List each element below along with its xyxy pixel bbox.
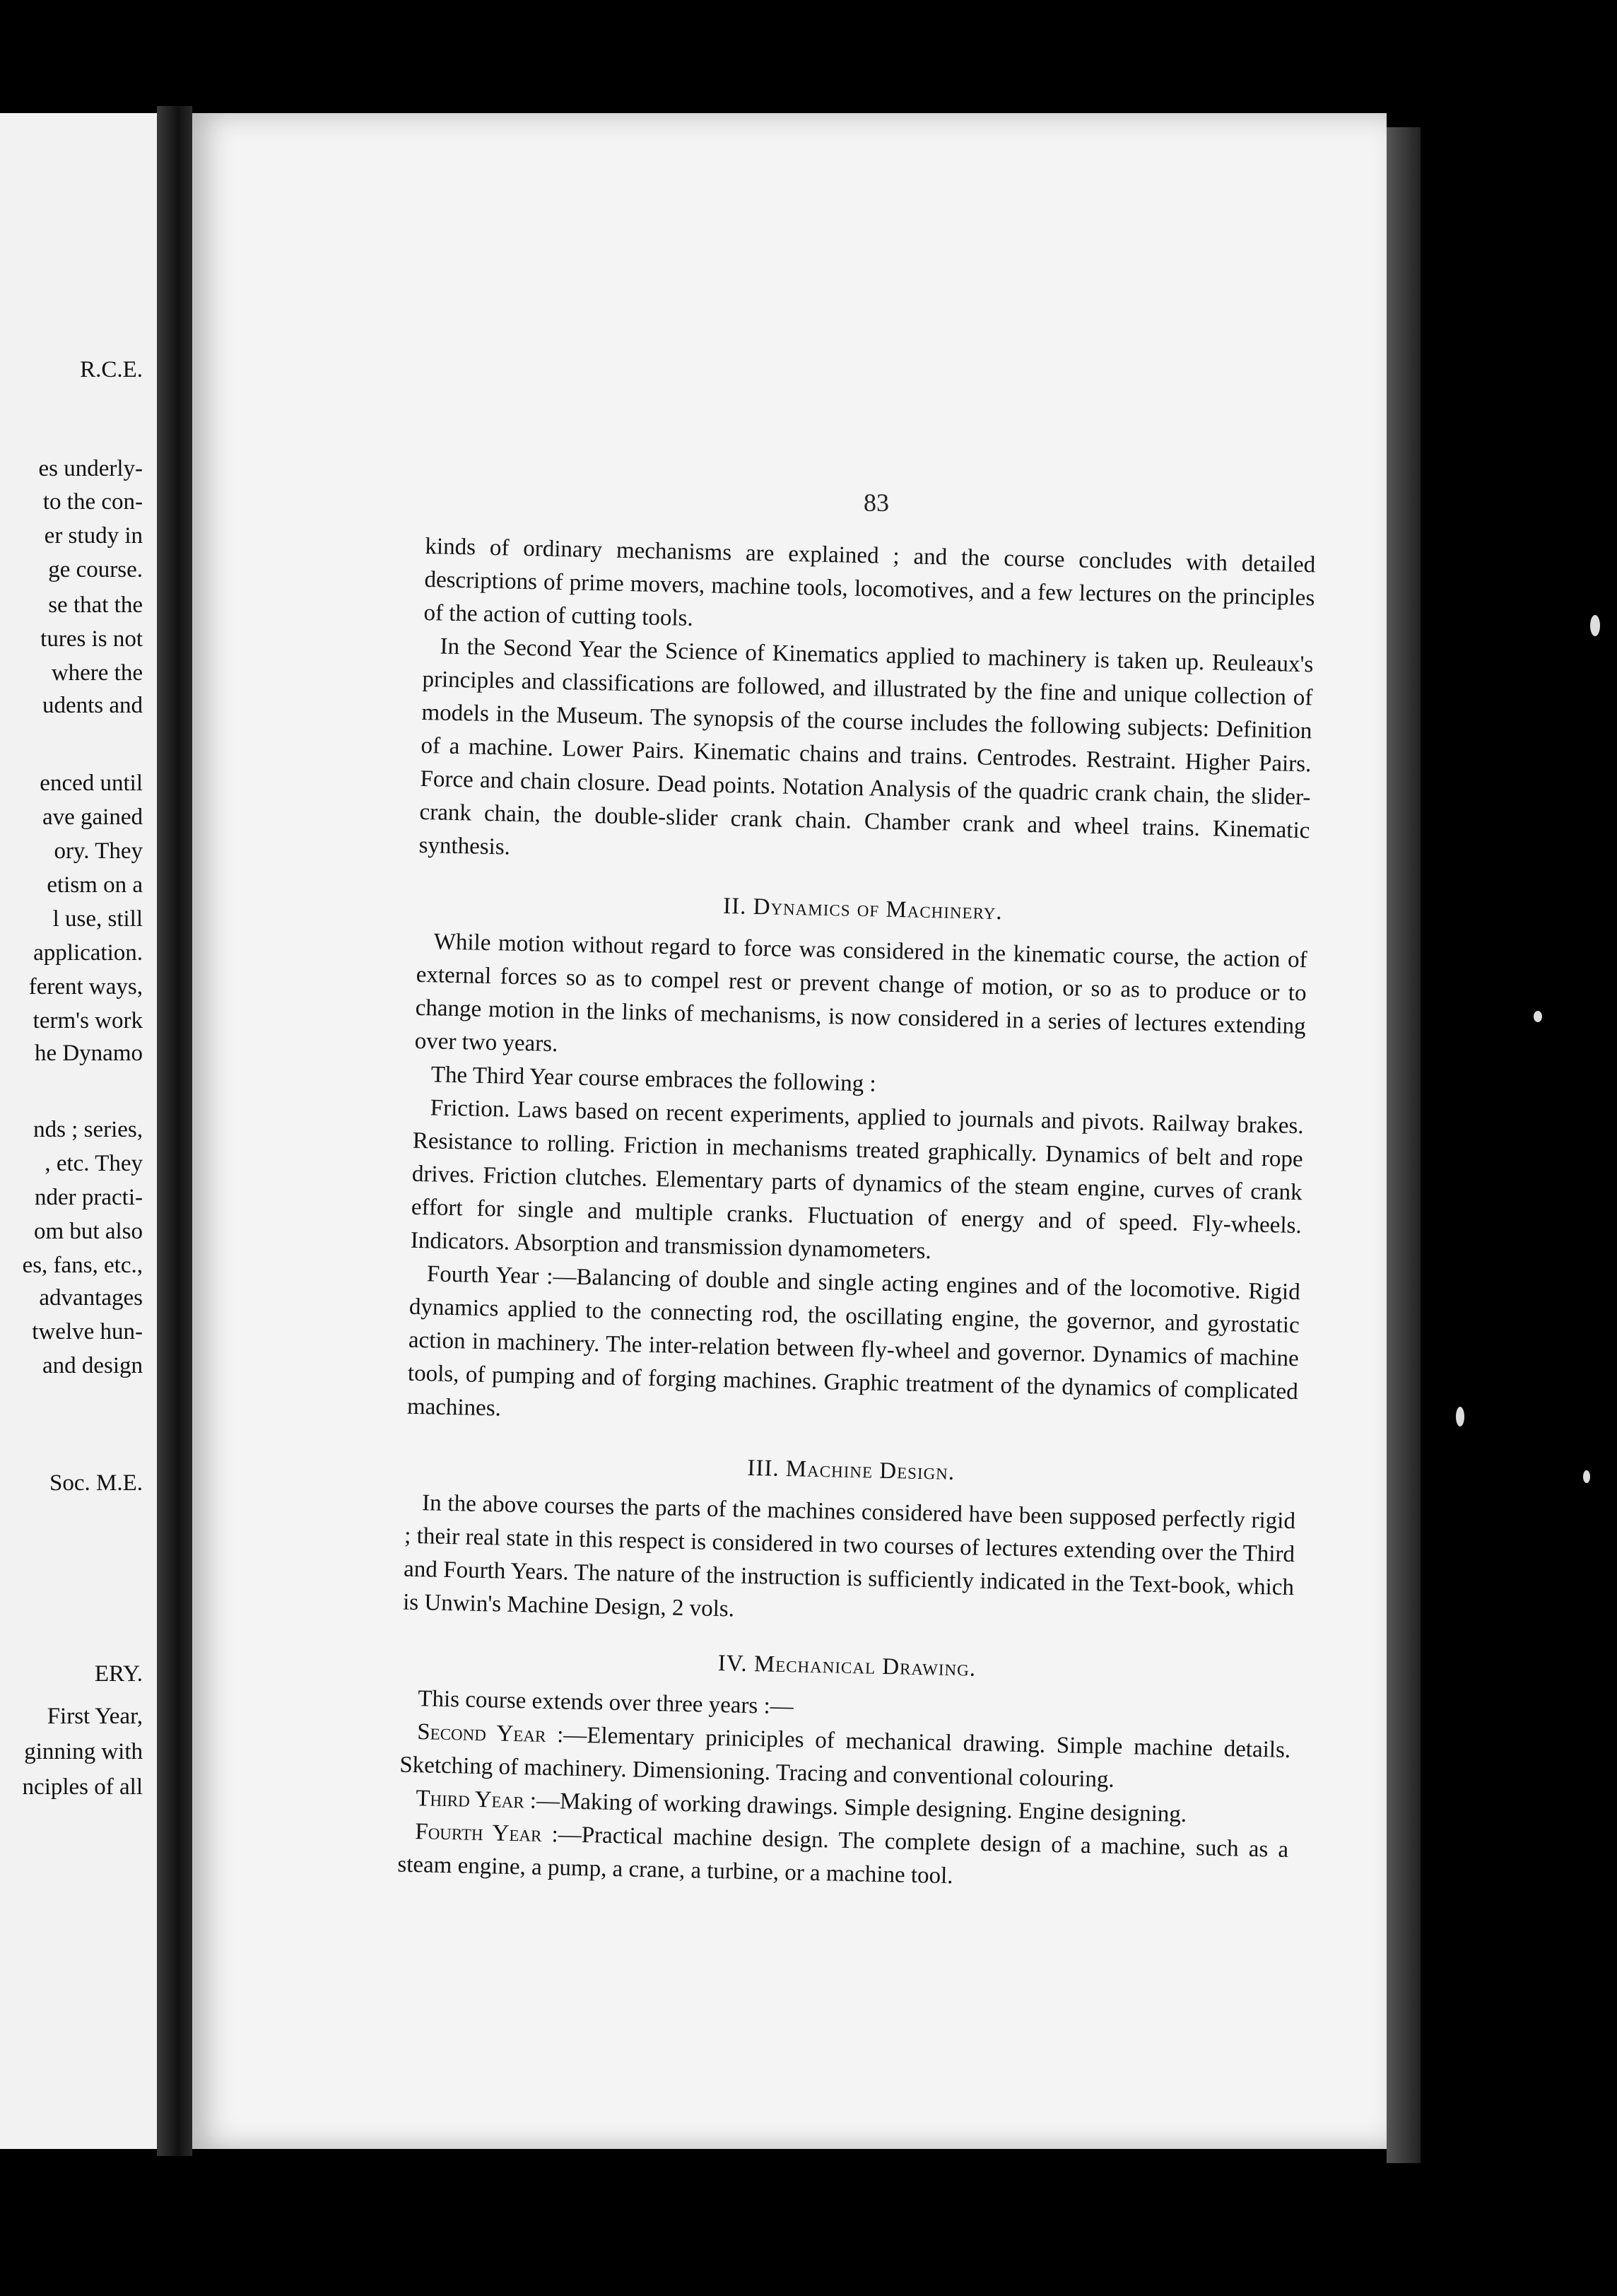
- text-block: [397, 530, 1316, 1900]
- paragraph-6: Fourth Year :—Balancing of double and single acting engines and of the locomotive. Rigid dynamics applied to the connecting rod, the oscillating engine, the governor, and gyrostatic action in machinery. The inter-relation between fly-wheel and governor. Dynamics of machine tools, of pumping and of forging machines. Graphic treatment of the dynamics of complicated machines.: [406, 1261, 1301, 1422]
- left-page-line: nds ; series,: [33, 1117, 143, 1142]
- left-page-fragment: [0, 113, 157, 2149]
- left-page-line: es underly-: [38, 456, 143, 481]
- left-page-line: ge course.: [48, 557, 143, 582]
- page-number: 83: [864, 488, 889, 517]
- left-page-line: nder practi-: [35, 1185, 143, 1210]
- left-page-line: where the: [51, 660, 143, 686]
- paragraph-1: kinds of ordinary mechanisms are explained ; and the course concludes with detailed descriptions of prime movers, machine tools, locomotives, and a few lectures on the principles of the action of cutting tools.: [423, 533, 1316, 631]
- heading-mechanical-drawing: IV. Mechanical Drawing.: [717, 1651, 977, 1682]
- left-page-line: nciples of all: [22, 1774, 143, 1800]
- page-edge: [1387, 127, 1421, 2163]
- left-page-line: ginning with: [24, 1739, 143, 1764]
- left-page-line: First Year,: [47, 1704, 143, 1729]
- left-page-line: er study in: [44, 523, 143, 549]
- left-page-line: es, fans, etc.,: [22, 1253, 143, 1278]
- heading-machine-design: III. Machine Design.: [747, 1455, 956, 1485]
- right-page: [192, 113, 1387, 2149]
- fourth-year-text: —Practical machine design. The complete design of a machine, such as a steam engine, a pump, a crane, a turbine, or a machine tool.: [397, 1822, 1289, 1890]
- left-page-line: R.C.E.: [80, 357, 143, 382]
- left-page-line: and design: [42, 1353, 143, 1378]
- left-page-line: om but also: [34, 1219, 143, 1244]
- left-page-line: he Dynamo: [34, 1041, 143, 1066]
- left-page-line: twelve hun-: [32, 1319, 143, 1345]
- third-year-text: —Making of working drawings. Simple designing. Engine designing.: [536, 1788, 1187, 1827]
- dust-speck: [1590, 615, 1600, 636]
- dust-speck: [1583, 1470, 1590, 1483]
- third-year-label: Third Year :: [416, 1786, 537, 1814]
- dust-speck: [1534, 1011, 1542, 1022]
- left-page-line: ferent ways,: [28, 974, 143, 1000]
- left-page-line: term's work: [33, 1008, 143, 1033]
- left-page-line: to the con-: [42, 489, 143, 515]
- paragraph-3: While motion without regard to force was considered in the kinematic course, the action of external forces so as to compel rest or prevent change of motion, or so as to produce or to change motion in the links of mechanisms, is now considered in a series of lectures extending over two years.: [414, 929, 1307, 1058]
- left-page-line: enced until: [40, 771, 143, 796]
- heading-dynamics: II. Dynamics of Machinery.: [722, 893, 1003, 925]
- paragraph-2: In the Second Year the Science of Kinematics applied to machinery is taken up. Reuleaux's principles and classifications are followed, and illustrated by the fine and unique collection of models in the Museum. The synopsis of the course includes the following subjects: Definition of a machine. Lower Pairs. Kinematic chains and trains. Centrodes. Restraint. Higher Pairs. Force and chain closure. Dead points. Notation Analysis of the quadric crank chain, the slider-crank chain, the double-slider crank chain. Chamber crank and wheel trains. Kinematic synthesis.: [418, 633, 1314, 860]
- paragraph-4: The Third Year course embraces the following :: [430, 1062, 876, 1097]
- dust-speck: [1456, 1407, 1464, 1427]
- second-year-label: Second Year :: [417, 1719, 564, 1748]
- paragraph-7: In the above courses the parts of the machines considered have been supposed perfectly rigid ; their real state in this respect is considered in two courses of lectures extending over the Third and Fourth Years. The nature of the instruction is sufficiently indicated in the Text-book, which is Unwin's Machine Design, 2 vols.: [402, 1490, 1296, 1622]
- left-page-line: ave gained: [42, 804, 143, 830]
- left-page-line: tures is not: [40, 626, 143, 652]
- left-page-line: udents and: [42, 693, 143, 718]
- left-page-line: application.: [33, 940, 143, 966]
- paragraph-8: This course extends over three years :—: [417, 1686, 794, 1720]
- left-page-line: Soc. M.E.: [49, 1470, 143, 1496]
- left-page-line: , etc. They: [45, 1151, 143, 1176]
- left-page-line: ory. They: [54, 838, 143, 864]
- book-gutter: [157, 106, 192, 2156]
- second-year-text: —Elementary priniciples of mechanical drawing. Simple machine details. Sketching of machinery. Dimensioning. Tracing and conventional colouring.: [399, 1722, 1291, 1793]
- left-page-line: etism on a: [47, 872, 143, 898]
- fourth-year-label: Fourth Year :: [415, 1819, 559, 1848]
- left-page-line: l use, still: [52, 906, 143, 932]
- left-page-line: ERY.: [94, 1661, 143, 1687]
- paragraph-5: Friction. Laws based on recent experiments, applied to journals and pivots. Railway brakes. Resistance to rolling. Friction in mechanisms treated graphically. Dynamics of belt and rope drives. Friction clutches. Elementary parts of dynamics of the steam engine, curves of crank effort for single and multiple cranks. Fluctuation of energy and of speed. Fly-wheels. Indicators. Absorption and transmission dynamometers.: [410, 1095, 1304, 1265]
- left-page-line: se that the: [48, 592, 143, 618]
- left-page-line: advantages: [39, 1285, 143, 1311]
